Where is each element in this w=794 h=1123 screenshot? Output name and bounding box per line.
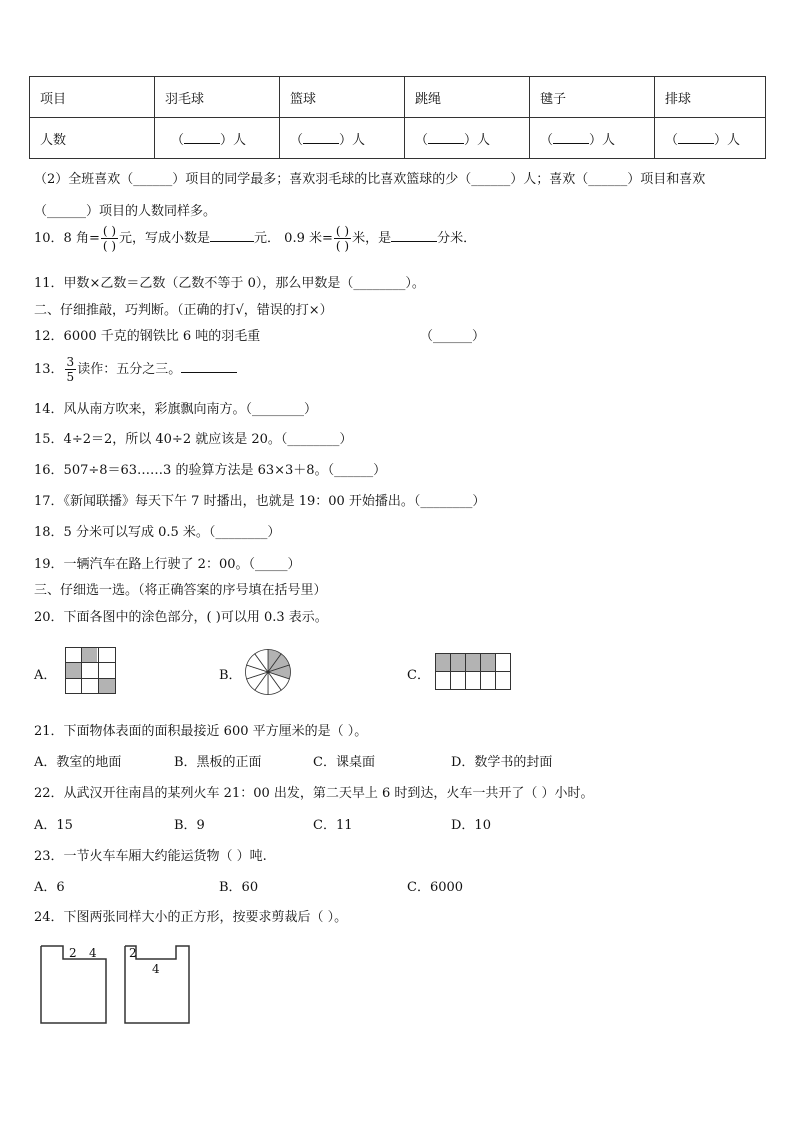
question-17: 17．《新闻联播》每天下午 7 时播出，也就是 19：00 开始播出。（________）: [34, 494, 486, 509]
option-a[interactable]: A．教室的地面: [34, 755, 122, 770]
answer-blank[interactable]: [181, 359, 237, 373]
figure-1-label-4: 4: [89, 946, 97, 960]
q10-text: 米，是: [352, 231, 392, 246]
option-a[interactable]: A．15: [34, 818, 73, 833]
option-a-label[interactable]: A．: [34, 668, 57, 683]
section-heading-choice: 三、仔细选一选。（将正确答案的序号填在括号里）: [34, 583, 327, 598]
table-header-cell: 项目: [30, 77, 155, 118]
answer-blank[interactable]: [210, 228, 254, 242]
question-24: 24．下图两张同样大小的正方形，按要求剪裁后（ ）。: [34, 910, 348, 925]
option-c-label[interactable]: C．: [407, 668, 430, 683]
question-12: 12．6000 千克的钢铁比 6 吨的羽毛重: [34, 329, 261, 344]
figure-2-label-2: 2: [129, 946, 137, 960]
question-18: 18．5 分米可以写成 0.5 米。（________）: [34, 525, 281, 540]
table-row-label: 人数: [30, 118, 155, 159]
table-header-cell: 羽毛球: [155, 77, 280, 118]
table-header-row: [30, 77, 766, 118]
table-row: [30, 118, 766, 159]
question-23: 23．一节火车车厢大约能运货物（ ）吨.: [34, 849, 267, 864]
question-11: 11．甲数×乙数＝乙数（乙数不等于 0），那么甲数是（________）。: [34, 276, 425, 291]
shaded-cell: [98, 678, 115, 693]
option-b[interactable]: B．黑板的正面: [174, 755, 262, 770]
table-header-cell: 跳绳: [405, 77, 530, 118]
question-20: 20．下面各图中的涂色部分，( )可以用 0.3 表示。: [34, 610, 328, 625]
table-header-cell: 毽子: [530, 77, 655, 118]
question-12-answer[interactable]: （______）: [420, 329, 486, 344]
q10-text: 元，写成小数是: [119, 231, 211, 246]
shaded-cell: [66, 663, 82, 678]
option-d[interactable]: D．数学书的封面: [451, 755, 553, 770]
question-22: 22．从武汉开往南昌的某列火车 21：00 出发，第二天早上 6 时到达，火车一共开了（ ）小时。: [34, 786, 594, 801]
option-c[interactable]: C．6000: [407, 880, 464, 895]
option-c[interactable]: C．11: [313, 818, 353, 833]
option-b[interactable]: B．60: [219, 880, 259, 895]
answer-cell[interactable]: （ ）人: [405, 118, 530, 159]
table-header-cell: 篮球: [280, 77, 405, 118]
table-header-cell: 排球: [655, 77, 766, 118]
grid-figure-a: [65, 647, 116, 694]
question-9-2-line1: （2）全班喜欢（______）项目的同学最多；喜欢羽毛球的比喜欢篮球的少（______）人；喜欢（______）项目和喜欢: [34, 172, 706, 187]
question-19: 19．一辆汽车在路上行驶了 2：00。（_____）: [34, 557, 301, 572]
answer-cell[interactable]: （ ）人: [655, 118, 766, 159]
option-b-label[interactable]: B．: [219, 668, 242, 683]
question-14: 14．风从南方吹来，彩旗飘向南方。（________）: [34, 402, 318, 417]
question-21: 21．下面物体表面的面积最接近 600 平方厘米的是（ ）。: [34, 724, 368, 739]
answer-cell[interactable]: （ ）人: [280, 118, 405, 159]
option-d[interactable]: D．10: [451, 818, 491, 833]
q10-text: 分米．: [437, 231, 477, 246]
question-15: 15．4÷2＝2，所以 40÷2 就应该是 20。（________）: [34, 432, 353, 447]
section-heading-judge: 二、仔细推敲，巧判断。（正确的打√，错误的打×）: [34, 303, 333, 318]
figure-1-label-2: 2: [69, 946, 77, 960]
fraction: $\frac{( )}{( )}$: [335, 224, 350, 253]
pie-figure-b: [244, 648, 292, 696]
answer-cell[interactable]: （ ）人: [530, 118, 655, 159]
fraction: $\frac{( )}{( )}$: [102, 224, 117, 253]
grid-figure-c: [435, 653, 512, 690]
question-10: [34, 224, 476, 253]
question-9-2-line2: （______）项目的人数同样多。: [34, 204, 217, 219]
figure-2-label-4: 4: [152, 962, 160, 976]
shaded-cell: [81, 648, 97, 663]
q10-prefix: 10．8 角=: [34, 231, 100, 246]
answer-blank[interactable]: [391, 228, 437, 242]
answer-cell[interactable]: （ ）人: [155, 118, 280, 159]
question-16: 16．507÷8＝63……3 的验算方法是 63×3＋8。（______）: [34, 463, 387, 478]
q10-text: 元． 0.9 米=: [254, 231, 333, 246]
fraction: $\frac{3}{5}$: [66, 355, 75, 384]
option-c[interactable]: C．课桌面: [313, 755, 375, 770]
cut-squares-figure: [38, 943, 198, 1025]
option-b[interactable]: B．9: [174, 818, 205, 833]
question-13: 13． $\frac{3}{5}$ 读作：五分之三。: [34, 350, 237, 390]
option-a[interactable]: A．6: [34, 880, 65, 895]
survey-table: [29, 76, 766, 159]
